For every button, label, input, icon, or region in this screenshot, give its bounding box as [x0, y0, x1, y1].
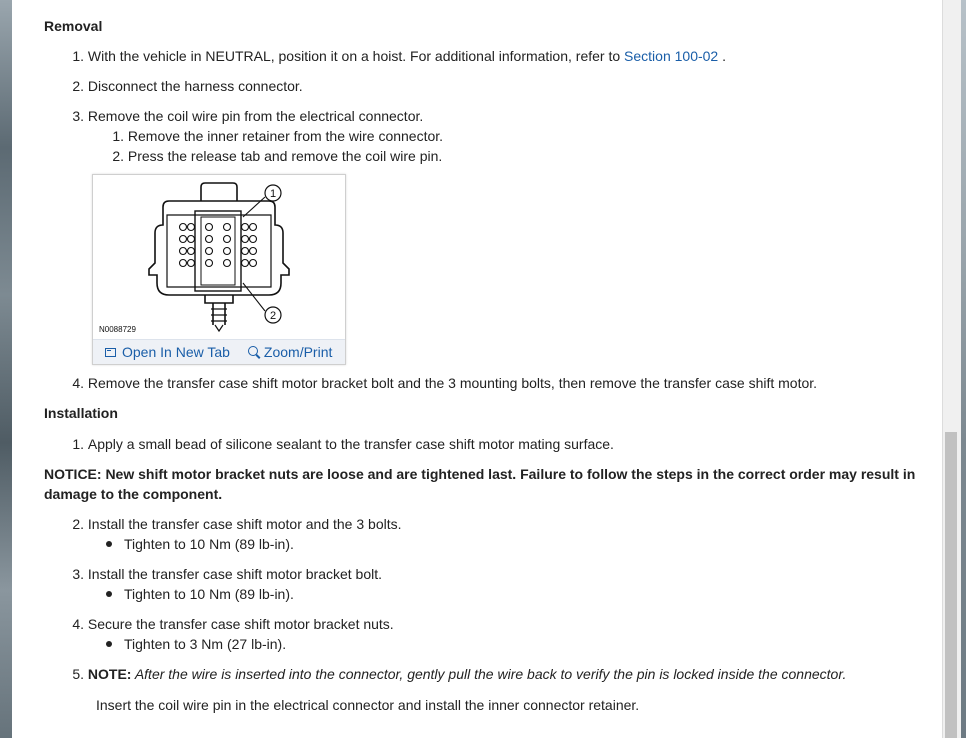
- step-number: 1.: [72, 436, 84, 452]
- substep-text: Press the release tab and remove the coil wire pin.: [127, 148, 443, 164]
- document-page: [12, 0, 942, 738]
- installation-step-5-text: Insert the coil wire pin in the electrical connector and install the inner connector retainer.: [96, 697, 640, 713]
- section-100-02-link[interactable]: Section 100-02: [624, 48, 719, 64]
- scrollbar-thumb[interactable]: [945, 432, 957, 738]
- figure-toolbar: [93, 339, 345, 364]
- desktop-background-left: [0, 0, 12, 738]
- procedure-content: [44, 16, 924, 715]
- removal-step-1: 1. With the vehicle in NEUTRAL, position it on a hoist. For additional information, refer to Section 100-02 .: [44, 46, 924, 66]
- removal-heading: Removal: [44, 18, 103, 34]
- open-in-new-tab-label: Open In New Tab: [122, 344, 230, 360]
- figure-id: N0088729: [99, 325, 136, 334]
- substep-text: Remove the inner retainer from the wire connector.: [127, 128, 444, 144]
- step-text: Remove the transfer case shift motor bracket bolt and the 3 mounting bolts, then remove the transfer case shift motor.: [87, 375, 818, 391]
- bullet-dot: [106, 641, 112, 647]
- connector-figure: [92, 174, 346, 365]
- step-text: Apply a small bead of silicone sealant to the transfer case shift motor mating surface.: [87, 436, 614, 452]
- step-number: 2.: [72, 516, 84, 532]
- zoom-print-label: Zoom/Print: [263, 344, 333, 360]
- notice-text: NOTICE: New shift motor bracket nuts are loose and are tightened last. Failure to follow the steps in the correct order may result in damage to the component.: [44, 466, 916, 502]
- open-in-new-tab-button[interactable]: [105, 342, 230, 362]
- magnifier-icon: [248, 346, 260, 358]
- bullet-dot: [106, 541, 112, 547]
- callout-1-label: 1: [269, 188, 277, 200]
- step-number: 5.: [72, 666, 84, 682]
- step-number: 3.: [72, 566, 84, 582]
- installation-heading: Installation: [44, 405, 118, 421]
- removal-step-3: [44, 106, 924, 126]
- installation-step-4: [44, 614, 924, 634]
- installation-step-5: [44, 664, 924, 684]
- step-text: Disconnect the harness connector.: [87, 78, 303, 94]
- removal-step-4: [44, 373, 924, 393]
- installation-step-1: [44, 434, 924, 454]
- note-text: After the wire is inserted into the connector, gently pull the wire back to verify the pin is locked inside the connector.: [131, 666, 847, 682]
- new-tab-icon: [105, 348, 116, 357]
- note-label: NOTE:: [87, 666, 132, 682]
- torque-spec-text: Tighten to 10 Nm (89 lb-in).: [124, 536, 294, 552]
- step-text: With the vehicle in NEUTRAL, position it on a hoist. For additional information, refer to: [87, 48, 625, 64]
- torque-spec-bullet: [44, 584, 924, 604]
- substep-number: 2.: [112, 148, 124, 164]
- torque-spec-text: Tighten to 10 Nm (89 lb-in).: [124, 586, 294, 602]
- step-text: Secure the transfer case shift motor bracket nuts.: [87, 616, 394, 632]
- torque-spec-bullet: [44, 534, 924, 554]
- removal-substep-2: [44, 146, 924, 166]
- vertical-scrollbar[interactable]: [942, 0, 961, 738]
- zoom-print-button[interactable]: [248, 342, 332, 362]
- step-number: 3.: [72, 108, 84, 124]
- bullet-dot: [106, 591, 112, 597]
- step-text: Install the transfer case shift motor bracket bolt.: [87, 566, 383, 582]
- step-number: 1.: [72, 48, 84, 64]
- torque-spec-bullet: [44, 634, 924, 654]
- step-text: Install the transfer case shift motor and the 3 bolts.: [87, 516, 402, 532]
- step-number: 2.: [72, 78, 84, 94]
- torque-spec-text: Tighten to 3 Nm (27 lb-in).: [124, 636, 287, 652]
- callout-2-label: 2: [269, 310, 277, 322]
- step-number: 4.: [72, 375, 84, 391]
- removal-substep-1: [44, 126, 924, 146]
- installation-step-3: [44, 564, 924, 584]
- step-text: Remove the coil wire pin from the electrical connector.: [87, 108, 424, 124]
- removal-step-2: [44, 76, 924, 96]
- substep-number: 1.: [112, 128, 124, 144]
- installation-step-2: [44, 514, 924, 534]
- step-number: 4.: [72, 616, 84, 632]
- connector-diagram: [93, 175, 345, 339]
